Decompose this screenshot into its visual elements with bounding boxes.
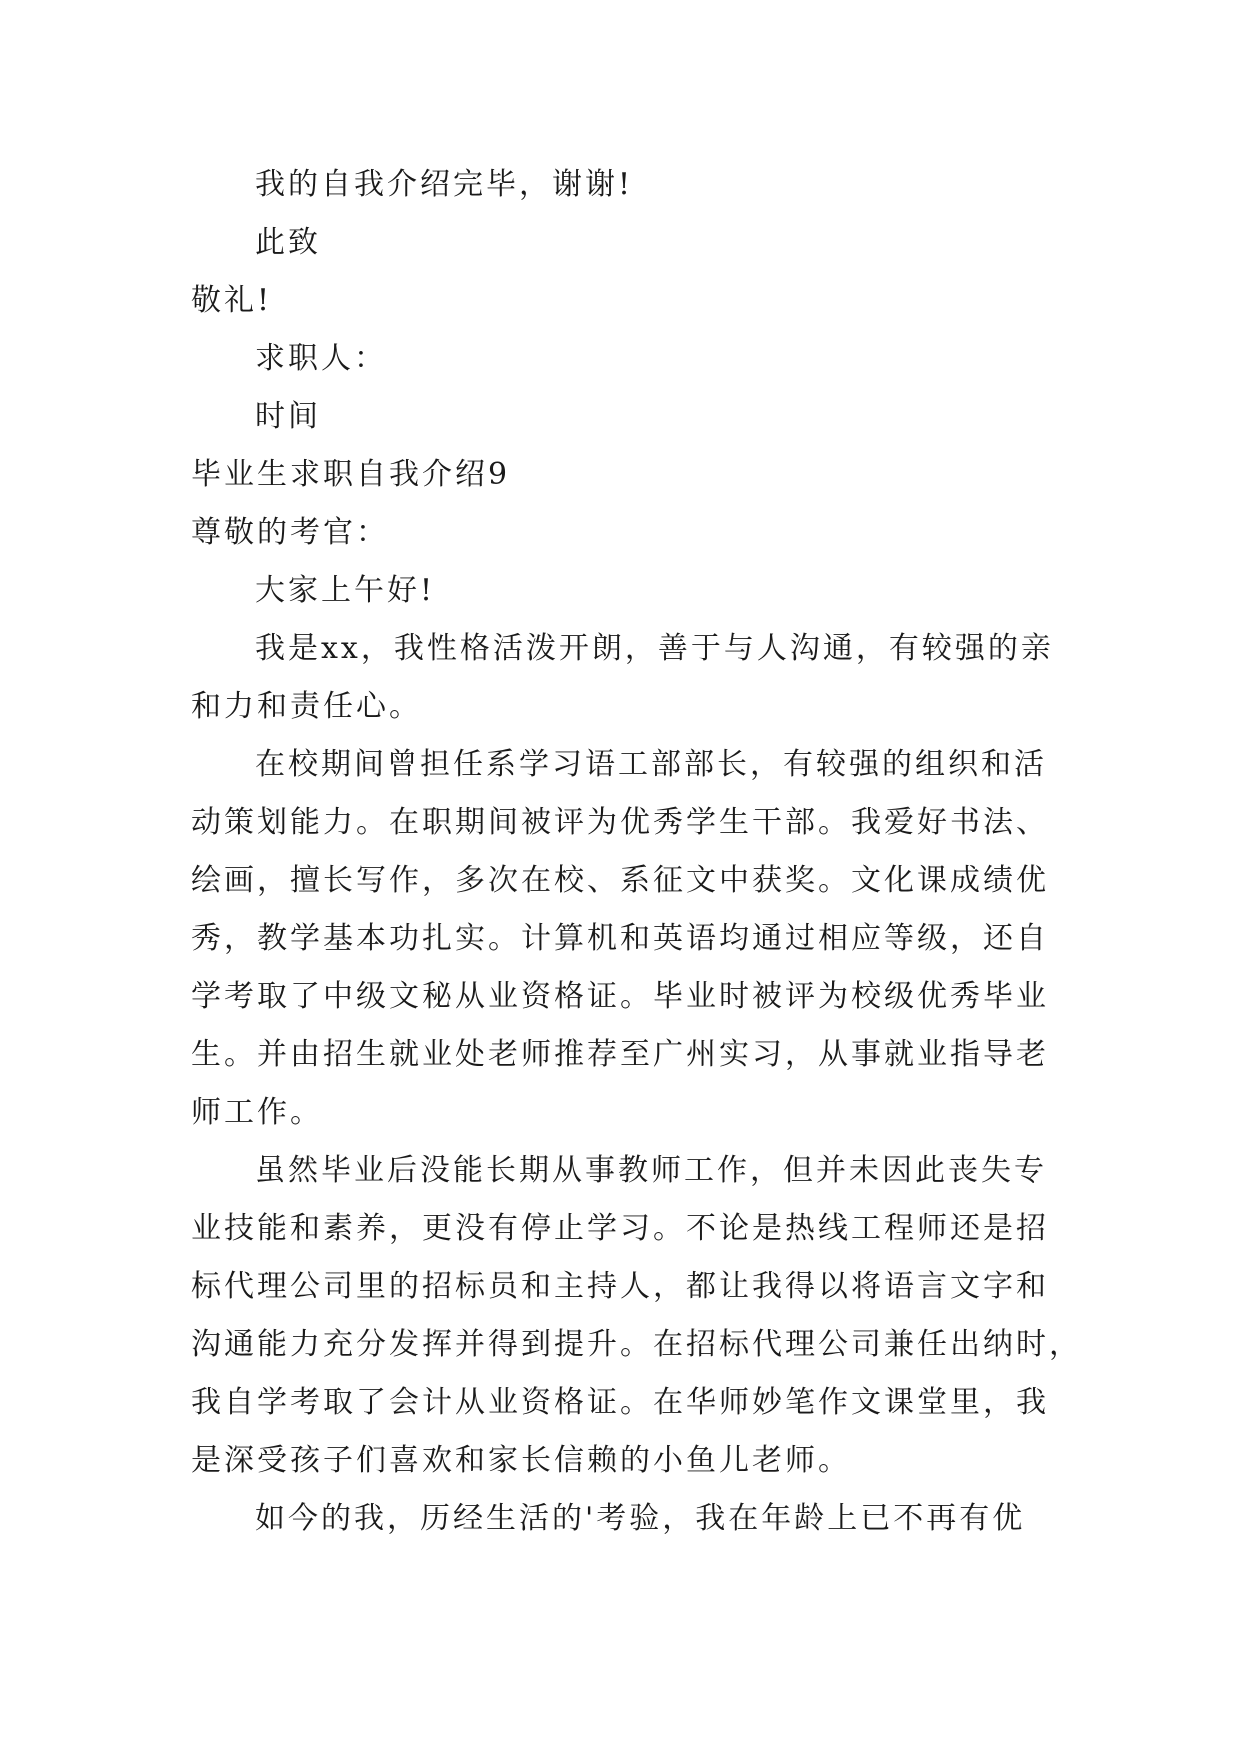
salutation: 尊敬的考官： bbox=[191, 515, 389, 550]
section-heading: 毕业生求职自我介绍9 bbox=[191, 457, 511, 492]
text-line: 我自学考取了会计从业资格证。在华师妙笔作文课堂里，我 bbox=[191, 1385, 1049, 1420]
text-line: 标代理公司里的招标员和主持人，都让我得以将语言文字和 bbox=[191, 1269, 1049, 1304]
text-line: 时间 bbox=[255, 399, 321, 434]
text-line: 业技能和素养，更没有停止学习。不论是热线工程师还是招 bbox=[191, 1211, 1049, 1246]
text-line: 我是xx，我性格活泼开朗，善于与人沟通，有较强的亲 bbox=[255, 631, 1054, 666]
text-line: 绘画，擅长写作，多次在校、系征文中获奖。文化课成绩优 bbox=[191, 863, 1049, 898]
text-line: 此致 bbox=[255, 225, 321, 260]
text-line: 虽然毕业后没能长期从事教师工作，但并未因此丧失专 bbox=[255, 1153, 1047, 1188]
text-line: 动策划能力。在职期间被评为优秀学生干部。我爱好书法、 bbox=[191, 805, 1049, 840]
text-line: 学考取了中级文秘从业资格证。毕业时被评为校级优秀毕业 bbox=[191, 979, 1049, 1014]
text-line: 敬礼! bbox=[191, 283, 273, 318]
text-line: 师工作。 bbox=[191, 1095, 323, 1130]
text-line: 是深受孩子们喜欢和家长信赖的小鱼儿老师。 bbox=[191, 1443, 851, 1478]
text-line: 和力和责任心。 bbox=[191, 689, 422, 724]
text-line: 大家上午好! bbox=[255, 573, 436, 608]
text-line: 生。并由招生就业处老师推荐至广州实习，从事就业指导老 bbox=[191, 1037, 1049, 1072]
text-line: 在校期间曾担任系学习语工部部长，有较强的组织和活 bbox=[255, 747, 1047, 782]
text-line: 我的自我介绍完毕，谢谢! bbox=[255, 167, 634, 202]
text-line: 秀，教学基本功扎实。计算机和英语均通过相应等级，还自 bbox=[191, 921, 1049, 956]
text-line: 如今的我，历经生活的'考验，我在年龄上已不再有优 bbox=[255, 1501, 1026, 1536]
text-line: 沟通能力充分发挥并得到提升。在招标代理公司兼任出纳时， bbox=[191, 1327, 1082, 1362]
document-body bbox=[191, 156, 1082, 1548]
text-line: 求职人： bbox=[255, 341, 387, 376]
